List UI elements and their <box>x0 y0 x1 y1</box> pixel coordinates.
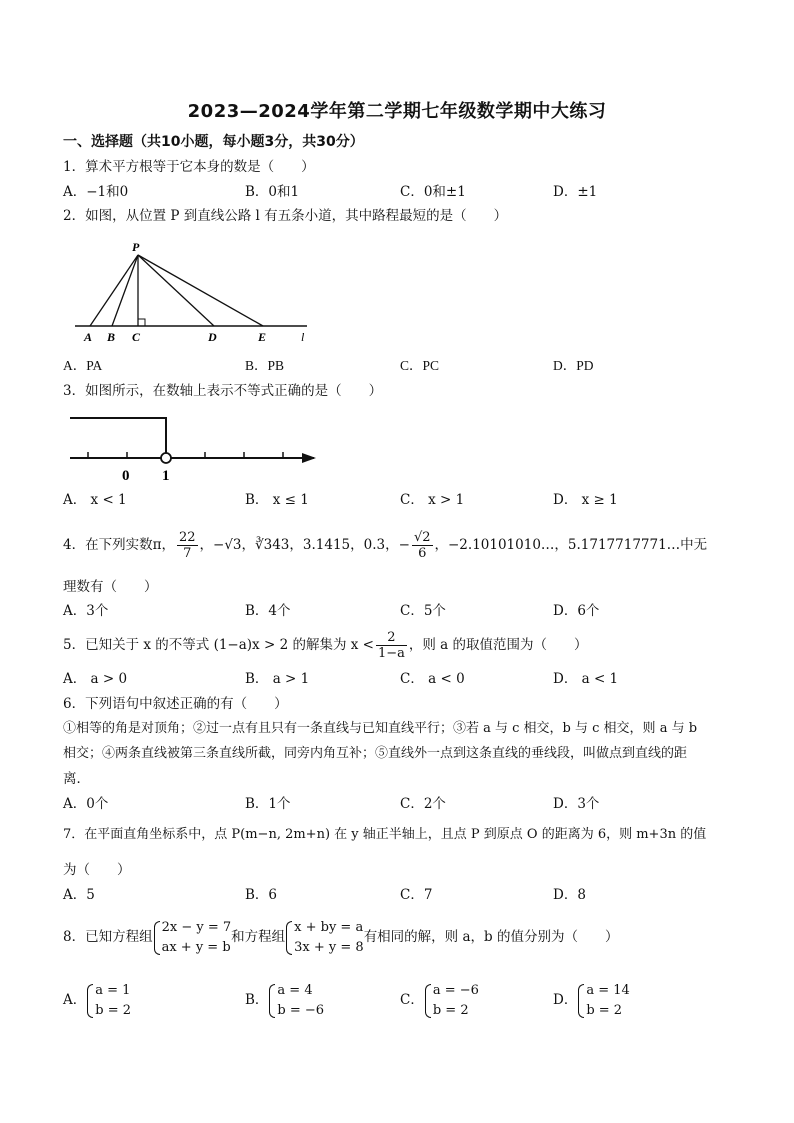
q5-option-a: A． a > 0 <box>63 671 128 687</box>
q4-option-d: D．6个 <box>553 603 600 619</box>
label-b: B <box>107 330 116 344</box>
path-pe <box>138 255 263 326</box>
section-heading: 一、选择题（共10小题，每小题3分，共30分） <box>63 134 364 150</box>
right-angle-mark <box>138 319 145 326</box>
q4-suffix: ，−2.10101010…，5.1717717771…中无 <box>434 537 708 553</box>
q1-option-a: A．−1和0 <box>63 184 129 200</box>
q4-option-c: C．5个 <box>400 603 446 619</box>
q8-option-d: D． a = 14 b = 2 <box>553 977 630 1023</box>
q4-stem <box>63 527 707 563</box>
q6-option-c: C．2个 <box>400 796 446 812</box>
q8-system-1: 2x − y = 7 ax + y = b <box>153 918 232 958</box>
tick-label-1: 1 <box>162 468 170 484</box>
number-line <box>66 408 326 484</box>
q2-figure <box>70 238 320 350</box>
q5-suffix: ，则 a 的取值范围为（ ） <box>408 637 588 653</box>
q2-option-b: B．PB <box>245 358 285 373</box>
label-p: P <box>132 240 140 254</box>
label-c: C <box>132 330 141 344</box>
q2-option-c: C．PC <box>400 358 440 373</box>
q7-option-b: B．6 <box>245 887 278 903</box>
q6-option-b: B．1个 <box>245 796 291 812</box>
q3-stem: 3．如图所示，在数轴上表示不等式正确的是（ ） <box>63 383 383 399</box>
q2-stem: 2．如图，从位置 P 到直线公路 l 有五条小道，其中路程最短的是（ ） <box>63 208 508 224</box>
q5-option-d: D． a < 1 <box>553 671 619 687</box>
q6-option-a: A．0个 <box>63 796 109 812</box>
q1-stem: 1．算术平方根等于它本身的数是（ ） <box>63 159 315 175</box>
q8-suffix: 有相同的解，则 a，b 的值分别为（ ） <box>363 929 619 945</box>
q4-fraction-22-7: $\frac{22}{7}$ <box>178 530 196 561</box>
q4-line2: 理数有（ ） <box>63 579 158 595</box>
solution-ray <box>70 418 166 456</box>
q3-option-b: B． x ≤ 1 <box>245 492 309 508</box>
q6-line2: 相交；④两条直线被第三条直线所截，同旁内角互补；⑤直线外一点到这条直线的垂线段，叫做点到直线的距 <box>63 746 688 761</box>
q7-line2: 为（ ） <box>63 862 131 878</box>
label-e: E <box>258 330 267 344</box>
q1-option-d: D．±1 <box>553 184 598 200</box>
q6-option-d: D．3个 <box>553 796 600 812</box>
q6-stem: 6．下列语句中叙述正确的有（ ） <box>63 696 288 712</box>
q7-option-c: C．7 <box>400 887 433 903</box>
q5-fraction: $\frac{2}{1-a}$ <box>377 630 405 661</box>
q3-option-d: D． x ≥ 1 <box>553 492 618 508</box>
q3-option-a: A． x < 1 <box>63 492 127 508</box>
q8-mid: 和方程组 <box>231 929 286 945</box>
q1-option-b: B．0和1 <box>245 184 300 200</box>
q7-line1: 7．在平面直角坐标系中，点 P(m−n, 2m+n) 在 y 轴正半轴上，且点 P 到原点 O 的距离为 6，则 m+3n 的值 <box>63 827 707 842</box>
path-pa <box>90 255 138 326</box>
q3-option-c: C． x > 1 <box>400 492 465 508</box>
q7-option-a: A．5 <box>63 887 95 903</box>
q4-middle: ，3.1415，0.3，− <box>289 537 410 553</box>
q8-option-b: B． a = 4 b = −6 <box>245 977 324 1023</box>
q1-option-c: C．0和±1 <box>400 184 466 200</box>
q5-prefix: 5．已知关于 x 的不等式 (1−a)x > 2 的解集为 x < <box>63 637 374 653</box>
q3-figure <box>66 408 326 488</box>
q6-line1: ①相等的角是对顶角；②过一点有且只有一条直线与已知直线平行；③若 a 与 c 相交，b 与 c 相交，则 a 与 b <box>63 721 698 736</box>
q5-option-c: C． a < 0 <box>400 671 465 687</box>
q4-option-b: B．4个 <box>245 603 291 619</box>
q4-neg-sqrt3: ，−√3， <box>199 537 256 553</box>
q7-option-d: D．8 <box>553 887 586 903</box>
label-d: D <box>208 330 217 344</box>
q2-option-a: A．PA <box>63 358 103 373</box>
q4-cube-root: ∛343 <box>255 537 290 553</box>
q4-prefix: 4．在下列实数π， <box>63 537 175 553</box>
q6-line3: 离． <box>63 771 90 787</box>
tick-label-0: 0 <box>122 468 130 484</box>
paths-diagram <box>70 238 320 346</box>
q5-option-b: B． a > 1 <box>245 671 310 687</box>
q8-system-2: x + by = a 3x + y = 8 <box>285 918 364 958</box>
q8-stem <box>63 914 618 960</box>
page-title: 2023—2024学年第二学期七年级数学期中大练习 <box>187 101 607 122</box>
label-l: l <box>301 330 305 344</box>
q8-option-c: C． a = −6 b = 2 <box>400 977 479 1023</box>
q4-option-a: A．3个 <box>63 603 109 619</box>
label-a: A <box>84 330 93 344</box>
open-circle <box>161 453 171 463</box>
q2-option-d: D．PD <box>553 358 594 373</box>
q8-prefix: 8．已知方程组 <box>63 929 153 945</box>
path-pd <box>138 255 214 326</box>
q5-stem <box>63 627 588 663</box>
axis-arrow-icon <box>302 453 316 463</box>
path-pb <box>112 255 138 326</box>
q4-fraction-sqrt2-6: $\frac{√2}{6}$ <box>413 530 431 561</box>
q8-option-a: A． a = 1 b = 2 <box>63 977 131 1023</box>
